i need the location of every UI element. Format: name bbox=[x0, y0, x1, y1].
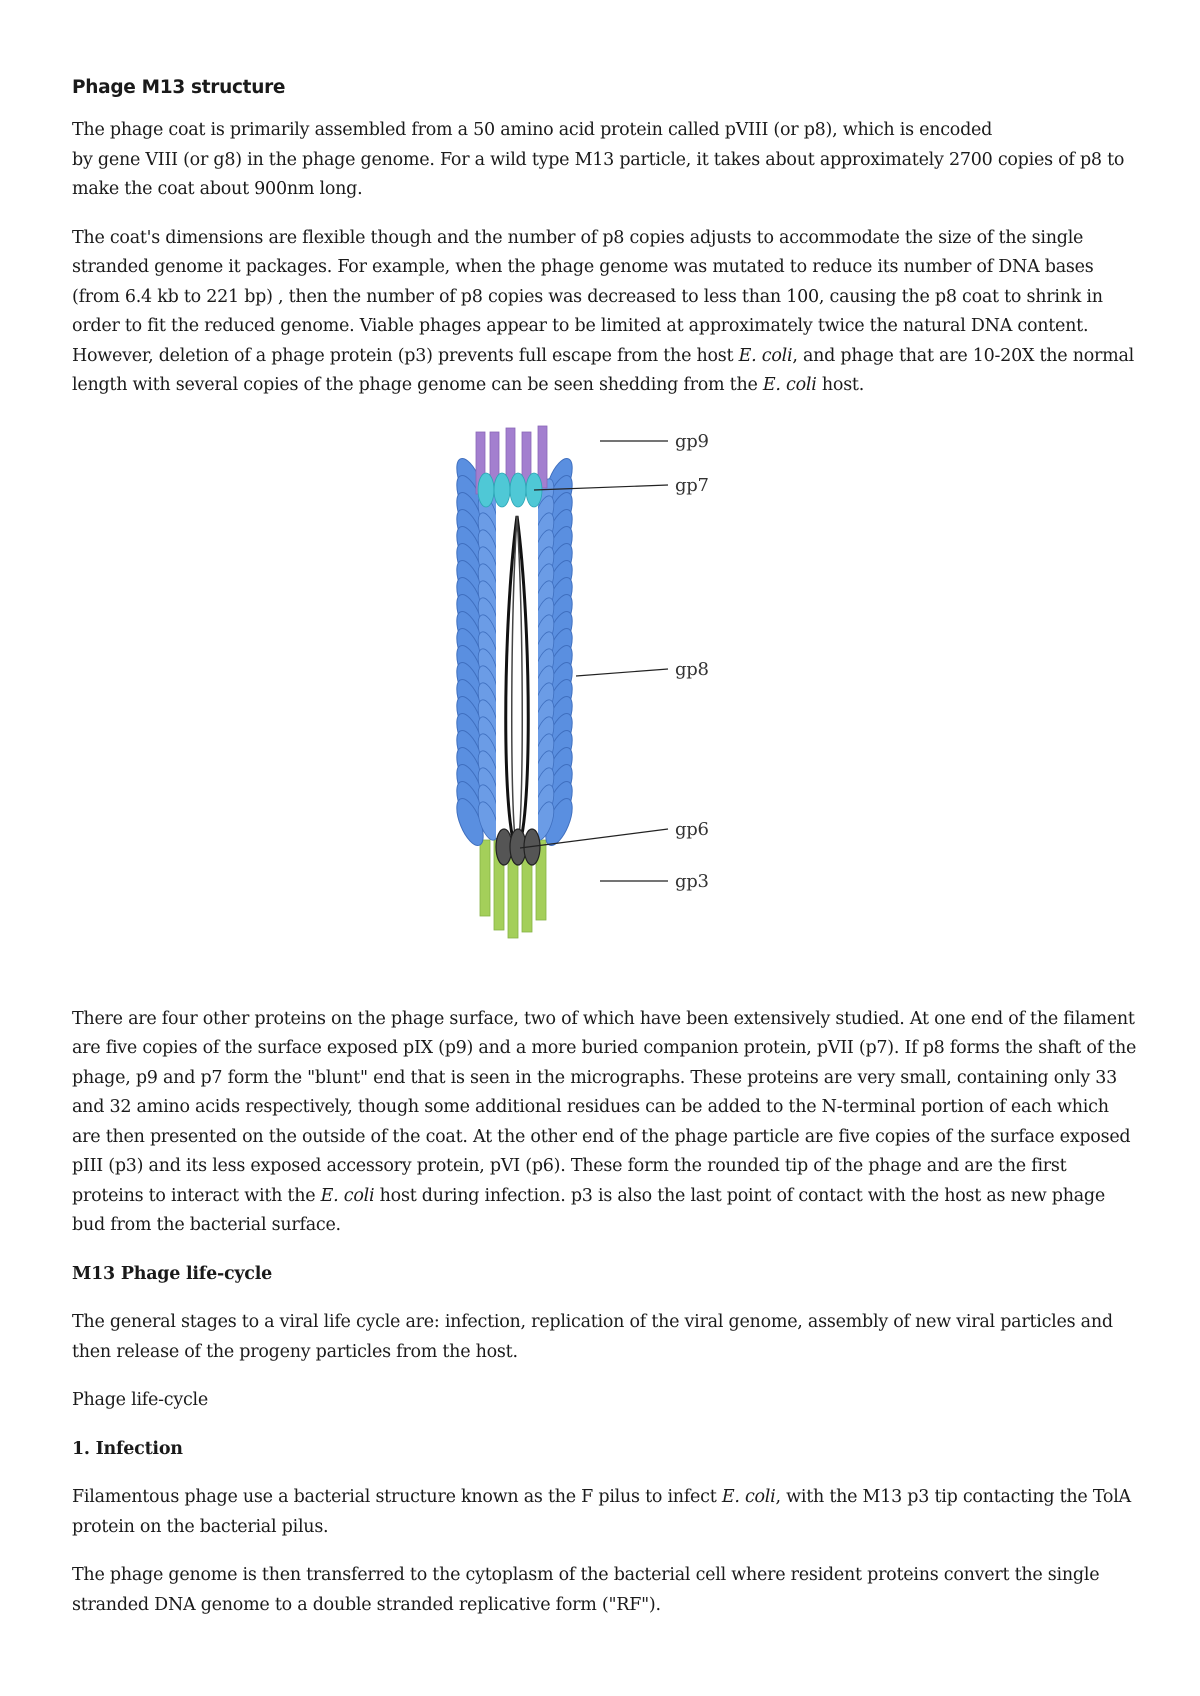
species-name: E. coli bbox=[738, 345, 793, 366]
paragraph-coat-intro bbox=[72, 116, 1142, 205]
species-name: E. coli bbox=[721, 1487, 776, 1507]
heading-life-cycle: M13 Phage life-cycle bbox=[72, 1263, 272, 1284]
paragraph-surface-proteins: There are four other proteins on the phage surface, two of which have been extensively studied. At one end of the filament are five copies of the surface exposed pIX (p9) and a more buried companion protein, pVII (p7). If p8 forms the shaft of the phage, p9 and p7 form the "blunt" end that is seen in the micrographs. These proteins are very small, containing only 33 and 32 amino acids respectively, though some additional residues can be added to the N-terminal portion of each which are then presented on the outside of the coat. At the other end of the phage particle are five copies of the surface exposed pIII (p3) and its less exposed accessory protein, pVI (p6). These form the rounded tip of the phage and are the first proteins to interact with the E. coli host during infection. p3 is also the last point of contact with the host as new phage bud from the bacterial surface. bbox=[72, 1008, 1137, 1235]
paragraph-line: by gene VIII (or g8) in the phage genome. For a wild type M13 particle, it takes about approximately 2700 copies of p8 to make the coat about 900nm long. bbox=[72, 149, 1125, 199]
paragraph-life-cycle-stages: The general stages to a viral life cycle are: infection, replication of the viral genome, assembly of new viral particles and then release of the progeny particles from the host. bbox=[72, 1312, 1113, 1362]
gp7-subunit bbox=[494, 473, 510, 507]
gp3-label: gp3 bbox=[675, 870, 709, 892]
paragraph-phage-life-cycle: Phage life-cycle bbox=[72, 1390, 208, 1410]
species-name: E. coli bbox=[762, 375, 817, 395]
phage-diagram-svg bbox=[72, 420, 1142, 990]
document-page bbox=[72, 60, 1142, 1639]
paragraph-coat-dimensions: The coat's dimensions are flexible though and the number of p8 copies adjusts to accommodate the size of the single stranded genome it packages. For example, when the phage genome was mutated to reduce its number of DNA bases (from 6.4 kb to 221 bp) , then the number of p8 copies was decreased to less than 100, causing the p8 coat to shrink in order to fit the reduced genome. Viable phages appear to be limited at approximately twice the natural DNA content. However, deletion of a phage protein (p3) prevents full escape from the host E. coli, and phage that are 10-20X the normal length with several copies of the phage genome can be seen shedding from the E. coli host. bbox=[72, 227, 1134, 395]
gp9-label: gp9 bbox=[675, 430, 709, 452]
species-name: E. coli bbox=[320, 1185, 375, 1206]
gp7-label: gp7 bbox=[675, 474, 709, 496]
gp6-label: gp6 bbox=[675, 818, 709, 840]
paragraph-line: The phage coat is primarily assembled from a 50 amino acid protein called pVIII (or p8), which is encoded bbox=[72, 120, 993, 140]
gp7-subunit bbox=[510, 473, 526, 507]
gp6-proteins bbox=[496, 829, 540, 865]
gp8-label: gp8 bbox=[675, 658, 709, 680]
paragraph-genome-transfer: The phage genome is then transferred to the cytoplasm of the bacterial cell where resident proteins convert the single stranded DNA genome to a double stranded replicative form ("RF"). bbox=[72, 1565, 1100, 1615]
heading-infection: 1. Infection bbox=[72, 1438, 183, 1459]
gp3-rod bbox=[480, 840, 490, 916]
gp7-subunit bbox=[478, 473, 494, 507]
paragraph-infection: Filamentous phage use a bacterial structure known as the F pilus to infect E. coli, with the M13 p3 tip contacting the TolA protein on the bacterial pilus. bbox=[72, 1487, 1131, 1537]
phage-structure-diagram bbox=[72, 420, 1142, 990]
page-title: Phage M13 structure bbox=[72, 77, 286, 98]
